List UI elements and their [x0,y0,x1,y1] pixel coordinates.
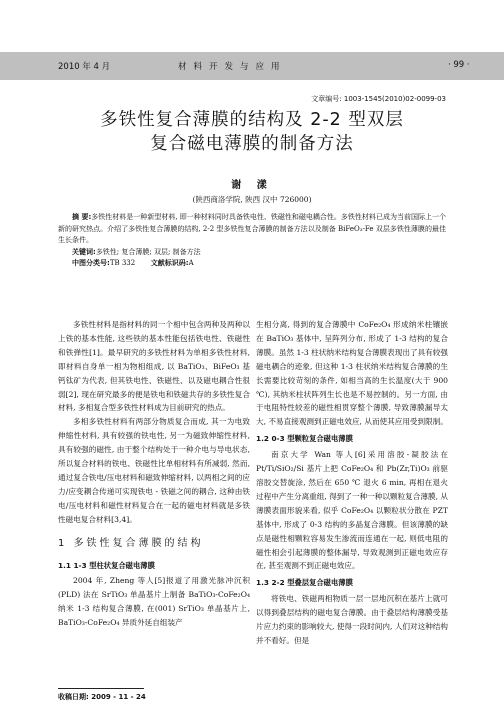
intro-paragraph-2: 多相多铁性材料有两部分物质复合而成, 其一为电致伸缩性材料, 具有较强的铁电性, 另一为磁致伸缩性材料, 具有较强的磁性, 由于整个结构处于一种介电与导电状态, 所以复合材料的铁电、铁磁性比单相材料有所减弱, 然而, 通过复合铁电/压电材料和磁致伸缩材料, 以两相之间的应力/应变耦合传递可实现铁电 - 铁磁之间的耦合, 这种由铁电/压电材料和磁性材料复合在一起的磁电材料就是多铁性磁电复合材料[3,4]。 [58,417,250,524]
running-header [0,52,504,80]
keywords-label: 关键词: [72,247,96,256]
subsection-1-3-paragraph: 将铁电、铁磁两相物质一层一层地沉积在基片上就可以得到叠层结构的磁电复合薄膜。由于叠层结构薄膜受基片应力约束的影响较大, 使得一段时间内, 人们对这种结构并不看好。但是 [256,594,448,645]
subsection-heading-1-3: 1.3 2-2 型叠层复合磁电薄膜 [256,578,353,588]
paper-title [0,108,504,156]
journal-name: 材料开发与应用 [178,62,287,72]
page-number: · 99 · [448,60,470,70]
classification-line [58,258,446,270]
abstract-block [58,212,446,270]
article-number: 文章编号: 1003-1545(2010)02-0099-03 [311,95,446,103]
doc-code-label: 文献标识码: [150,259,189,267]
doc-code-value: A [188,259,194,267]
class-value: TB 332 [109,259,136,267]
left-column [58,318,250,630]
subsection-1-1-continued: 生相分离, 得到的复合薄膜中 CoFe₂O₄ 形成纳米柱镶嵌在 BaTiO₃ 基体中, 呈阵列分布, 形成了 1-3 结构的复合薄膜。虽然 1-3 柱状纳米结构复合薄膜表现出了具有较强磁电耦合的迹象, 但这种 1-3 柱状纳米结构复合薄膜的生长需要比较苛刻的条件, 如相当高的生长温度(大于 900 ℃), 其纳米柱状阵列生长也是不易控制的。另一方面, 由于电阻特性较差的磁性相贯穿整个薄膜, 导致薄膜漏导太大, 不易直接观测到正磁电效应, 从而使其应用受到限制。 [256,320,448,427]
class-label: 中图分类号: [72,259,110,267]
author-name: 谢 漾 [231,180,273,191]
received-date: 收稿日期: 2009 - 11 - 24 [58,693,146,701]
subsection-1-2-paragraph: 南京大学 Wan 等人[6]采用溶胶-凝胶法在 Pt/Ti/SiO₂/Si 基片上把 CoFe₂O₄ 和 Pb(Zr,Ti)O₃ 前驱溶胶交替旋涂, 然后在 650 ℃ 退火 6 min, 再相在退火过程中产生分离重组, 得到了一种一种以颗粒复合薄膜, 从薄膜表面形貌来看, 似乎 CoFe₂O₄ 以颗粒状分散在 PZT 基体中, 形成了 0-3 结构的多晶复合薄膜。但该薄膜的缺点是磁性相颗粒容易发生渗流而连通在一起, 则低电阻的磁性相会引起薄膜的整体漏导, 导致观测到正磁电效应存在, 甚至观测不到正磁电效应。 [256,450,448,571]
intro-paragraph-1: 多铁性材料是指材料的同一个相中包含两种及两种以上铁的基本性能, 这些铁的基本性能包括铁电性、铁磁性和铁弹性[1]。最早研究的多铁性材料为单相多铁性材料, 即材料自身单一相为物相组成, 以 BaTiO₃、BiFeO₃ 基钙钛矿为代表, 但其铁电性、铁磁性、以及磁电耦合性很弱[2], 现在研究最多的便是铁电和铁磁共存的多铁性复合材料, 多相复合型多铁性材料成为目前研究的热点。 [58,320,250,413]
issue-date: 2010 年 4 月 [58,62,111,72]
abstract-text: 多铁性材料是一种新型材料, 即一种材料同时具备铁电性、铁磁性和磁电耦合性。多铁性材料已成为当前国际上一个新的研究热点。介绍了多铁性复合薄膜的结构, 2-2 型多铁性复合薄膜的制备方法以及制备 BiFeO₃-Fe 双层多铁性薄膜的最佳生长条件。 [58,213,446,244]
subsection-heading-1-2: 1.2 0-3 型颗粒复合磁电薄膜 [256,434,353,444]
abstract-paragraph [58,212,446,247]
right-column [256,318,448,648]
keywords-text: 多铁性; 复合薄膜; 双层; 制备方法 [95,247,201,256]
abstract-label: 摘 要: [72,213,92,221]
subsection-1-1-paragraph: 2004 年, Zheng 等人[5]报道了用激光脉冲沉积(PLD) 法在 SrTiO₃ 单晶基片上制备 BaTiO₃-CoFe₂O₄ 纳米 1-3 结构复合薄膜, 在(001) SrTiO₃ 单晶基片上, BaTiO₃-CoFe₂O₄ 异质外延自组装产 [58,576,250,628]
subsection-heading-1-1: 1.1 1-3 型柱状复合磁电薄膜 [58,560,155,570]
title-line-1: 多铁性复合薄膜的结构及 2-2 型双层 [100,110,404,130]
footnote-rule [58,688,144,689]
keywords-line [58,247,446,259]
section-heading-1: 1 多铁性复合薄膜的结构 [58,537,204,549]
author-affiliation: (陕西商洛学院, 陕西 汉中 726000) [192,195,312,204]
title-line-2: 复合磁电薄膜的制备方法 [150,134,354,154]
